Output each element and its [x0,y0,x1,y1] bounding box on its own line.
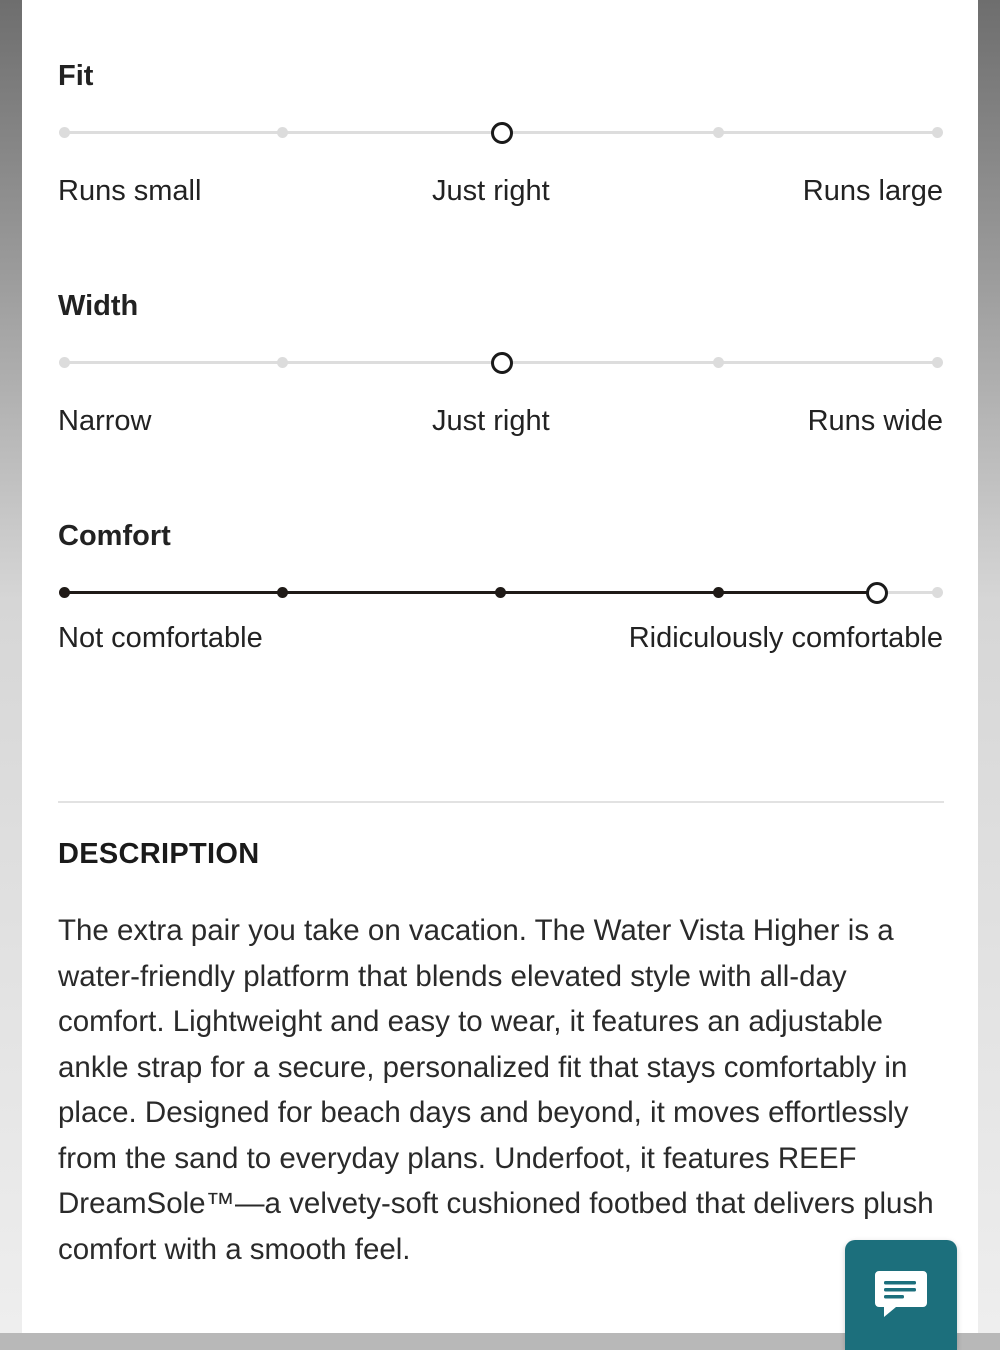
width-marker [491,352,513,374]
width-left-label: Narrow [58,405,152,437]
width-scale [64,353,937,373]
description-title: DESCRIPTION [58,838,260,870]
comfort-left-label: Not comfortable [58,622,263,654]
fit-tick [713,127,724,138]
comfort-fill [64,591,876,594]
fit-left-label: Runs small [58,175,202,207]
fit-tick [59,127,70,138]
description-body: The extra pair you take on vacation. The Water Vista Higher is a water-friendly platform that blends elevated style with all-day comfort. Lightweight and easy to wear, it features an adjustable ankle strap for a secure, personalized fit that stays comfortably in place. Designed for beach days and beyond, it moves effortlessly from the sand to everyday plans. Underfoot, it features REEF DreamSole™—a velvety-soft cushioned footbed that delivers plush comfort with a smooth feel. [58,914,934,1266]
fit-label: Fit [58,60,94,92]
fit-center-label: Just right [432,175,550,207]
comfort-label: Comfort [58,520,171,552]
comfort-tick [495,587,506,598]
width-tick [713,357,724,368]
comfort-tick [932,587,943,598]
width-label: Width [58,290,139,322]
comfort-tick [59,587,70,598]
section-divider [58,801,944,803]
fit-scale [64,123,937,143]
comfort-scale [64,583,937,603]
comfort-tick [713,587,724,598]
width-right-label: Runs wide [807,405,943,437]
width-tick [932,357,943,368]
comfort-marker [866,582,888,604]
comfort-right-label: Ridiculously comfortable [628,622,943,654]
fit-marker [491,122,513,144]
left-edge [0,0,22,1333]
comfort-tick [277,587,288,598]
fit-tick [932,127,943,138]
fit-right-label: Runs large [802,175,943,207]
chat-button[interactable] [845,1240,957,1350]
right-edge [978,0,1000,1333]
width-tick [277,357,288,368]
width-tick [59,357,70,368]
fit-tick [277,127,288,138]
width-center-label: Just right [432,405,550,437]
chat-icon [874,1269,928,1319]
